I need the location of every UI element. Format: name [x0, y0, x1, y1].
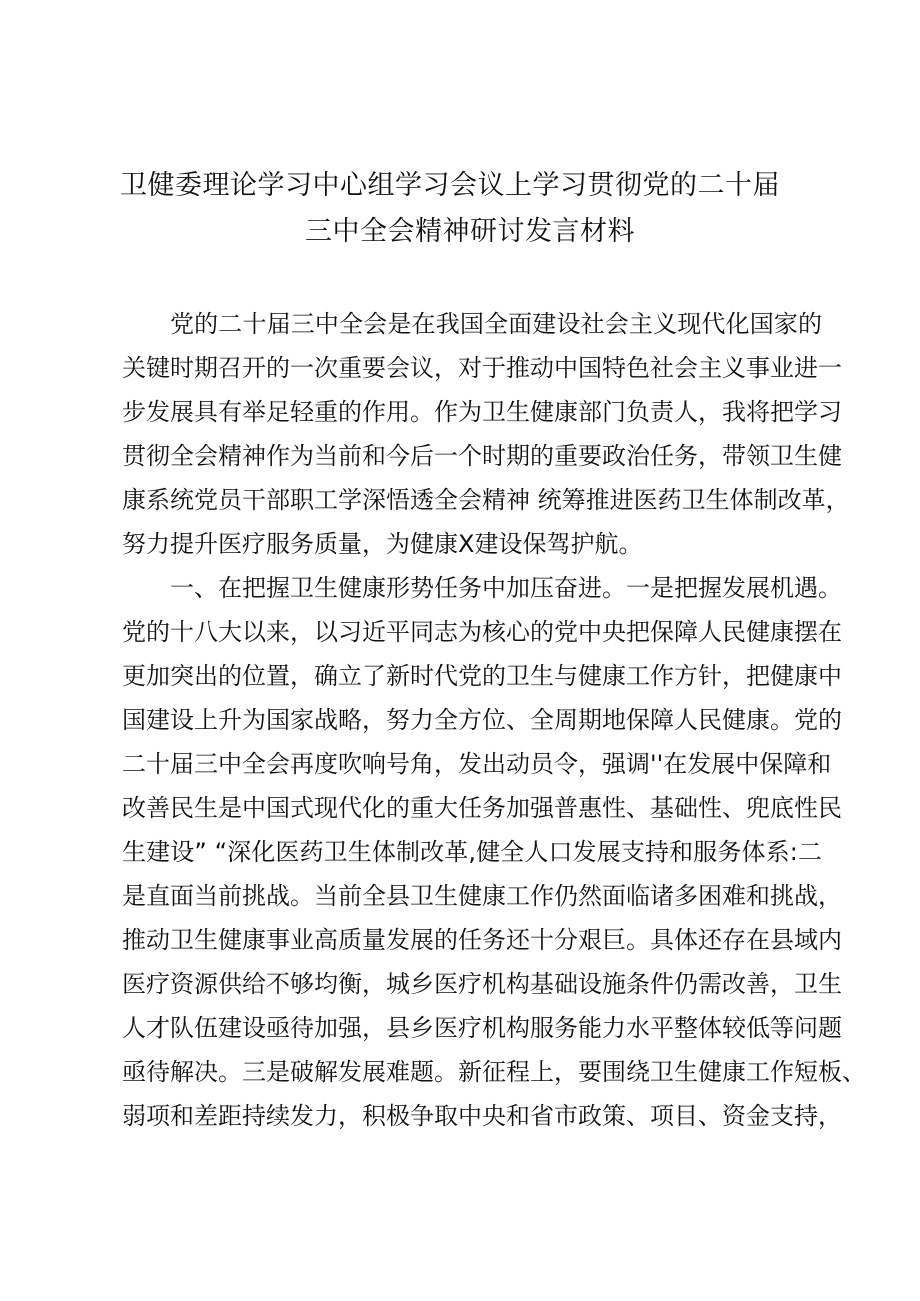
paragraph-line-5: 康系统党员干部职工学深悟透全会精神 统筹推进医药卫生体制改革， — [122, 486, 850, 514]
paragraph-line-1: 党的二十届三中全会是在我国全面建设社会主义现代化国家的 — [170, 310, 822, 338]
paragraph-line-15: 推动卫生健康事业高质量发展的任务还十分艰巨。具体还存在县域内 — [122, 926, 842, 954]
paragraph-line-7: 一、在把握卫生健康形势任务中加压奋进。一是把握发展机遇。 — [170, 574, 842, 602]
paragraph-line-17: 人才队伍建设亟待加强，县乡医疗机构服务能力水平整体较低等问题 — [122, 1014, 842, 1042]
paragraph-line-9: 更加突出的位置，确立了新时代党的卫生与健康工作方针，把健康中 — [122, 662, 842, 690]
paragraph-line-4: 贯彻全会精神作为当前和今后一个时期的重要政治任务，带领卫生健 — [122, 442, 842, 470]
paragraph-line-12: 改善民生是中国式现代化的重大任务加强普惠性、基础性、兜底性民 — [122, 794, 842, 822]
paragraph-line-10: 国建设上升为国家战略，努力全方位、全周期地保障人民健康。党的 — [122, 706, 842, 734]
paragraph-line-14: 是直面当前挑战。当前全县卫生健康工作仍然面临诸多困难和挑战， — [122, 882, 842, 910]
paragraph-line-8: 党的十八大以来，以习近平同志为核心的党中央把保障人民健康摆在 — [122, 618, 842, 646]
paragraph-line-19: 弱项和差距持续发力，积极争取中央和省市政策、项目、资金支持， — [122, 1102, 842, 1130]
paragraph-line-2: 关键时期召开的一次重要会议，对于推动中国特色社会主义事业进一 — [122, 354, 842, 382]
paragraph-line-11: 二十届三中全会再度吹响号角，发出动员令，强调''在发展中保障和 — [122, 750, 832, 778]
paragraph-line-3: 步发展具有举足轻重的作用。作为卫生健康部门负责人，我将把学习 — [122, 398, 842, 426]
paragraph-line-13: 生建设” “深化医药卫生体制改革,健全人口发展支持和服务体系:二 — [122, 838, 822, 866]
paragraph-line-18: 亟待解决。三是破解发展难题。新征程上，要围绕卫生健康工作短板、 — [122, 1058, 866, 1086]
paragraph-line-6: 努力提升医疗服务质量，为健康X建设保驾护航。 — [122, 530, 643, 558]
document-title-line-1: 卫健委理论学习中心组学习会议上学习贯彻党的二十届 — [120, 170, 780, 201]
paragraph-line-16: 医疗资源供给不够均衡，城乡医疗机构基础设施条件仍需改善，卫生 — [122, 970, 842, 998]
document-title-line-2: 三中全会精神研讨发言材料 — [305, 216, 635, 247]
